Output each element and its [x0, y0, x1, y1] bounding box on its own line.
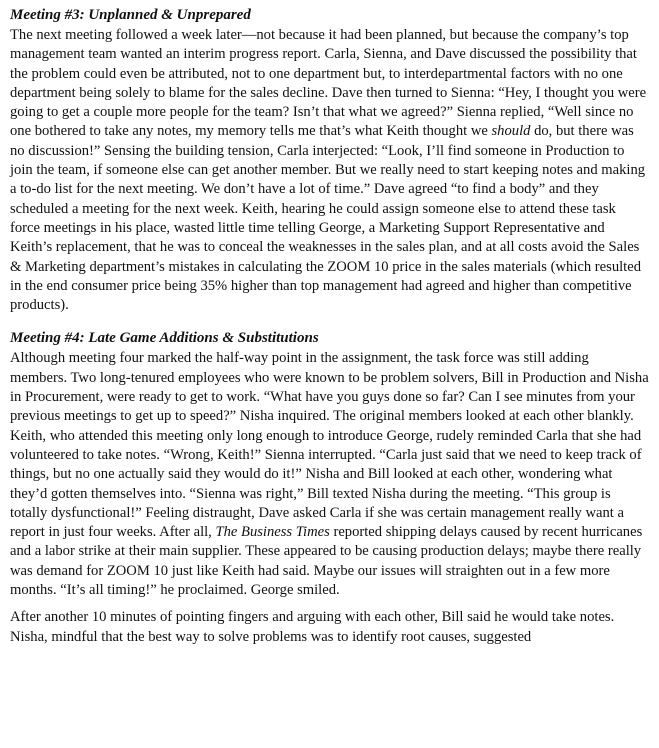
paragraph-text: Although meeting four marked the half-way point in the assignment, the task force was still adding members. Two long-tenured employees who were known to be problem solvers, Bill in Production and Nisha in Procurement, were ready to get to work. “What have you guys done so far? Can I see minutes from your previous meetings to get up to speed?” Nisha inquired. The original members looked at each other blankly. Keith, who attended this meeting only long enough to introduce George, rudely reminded Carla that she had volunteered to take notes. “Wrong, Keith!” Sienna interrupted. “Carla just said that we need to keep track of things, but no one actually said they would do it!” Nisha and Bill looked at each other, wondering what they’d gotten themselves into. “Sienna was right,” Bill texted Nisha during the meeting. “This group is totally dysfunctional!” Feeling distraught, Dave asked Carla if she was certain management really want a report in just four weeks. After all, — [10, 350, 649, 541]
section-heading-meeting-3: Meeting #3: Unplanned & Unprepared — [10, 7, 251, 23]
paragraph-meeting-4 — [10, 349, 649, 600]
section-heading-meeting-4: Meeting #4: Late Game Additions & Substitutions — [10, 330, 319, 347]
paragraph-spacer — [10, 600, 649, 608]
publication-title: The Business Times — [215, 524, 330, 541]
paragraph-meeting-4-continued: After another 10 minutes of pointing fingers and arguing with each other, Bill said he would take notes. Nisha, mindful that the best way to solve problems was to identify root causes, suggested — [10, 609, 615, 645]
paragraph-text: The next meeting followed a week later—not because it had been planned, but because the company’s top management team wanted an interim progress report. Carla, Sienna, and Dave discussed the possibility that the problem could even be attributed, not to one department but, to interdepartmental factors with no one department being solely to blame for the sales decline. Dave then turned to Sienna: “Hey, I thought you were going to get a couple more people for the team? Isn’t that what we agreed?” Sienna replied, “Well since no one bothered to take any notes, my memory tells me that’s what Keith thought we — [10, 27, 647, 140]
paragraph-text: reported shipping delays caused by recent hurricanes and a labor strike at their main supplier. These appeared to be causing production delays; maybe there really was demand for ZOOM 10 just like Keith had said. Maybe our issues will straighten out in a few more months. “It’s all timing!” he proclaimed. George smiled. — [10, 524, 643, 599]
emphasis-text: should — [491, 123, 531, 140]
paragraph-meeting-3 — [10, 26, 649, 315]
section-spacer — [10, 315, 649, 329]
paragraph-text: do, but there was no discussion!” Sensing the building tension, Carla interjected: “Look, I’ll find someone in Production to join the team, if someone else can get another member. But we really need to start keeping notes and making a to-do list for the next meeting. We don’t have a lot of time.” Dave agreed “to find a body” and they scheduled a meeting for the next week. Keith, hearing he could assign someone else to attend these task force meetings in his place, wasted little time telling George, a Marketing Support Representative and Keith’s replacement, that he was to conceal the weaknesses in the sales plan, and at all costs avoid the Sales & Marketing department’s mistakes in calculating the ZOOM 10 price in the sales materials (which resulted in the end consumer price being 35% higher than top management had agreed and higher than competitive products). — [10, 123, 646, 314]
